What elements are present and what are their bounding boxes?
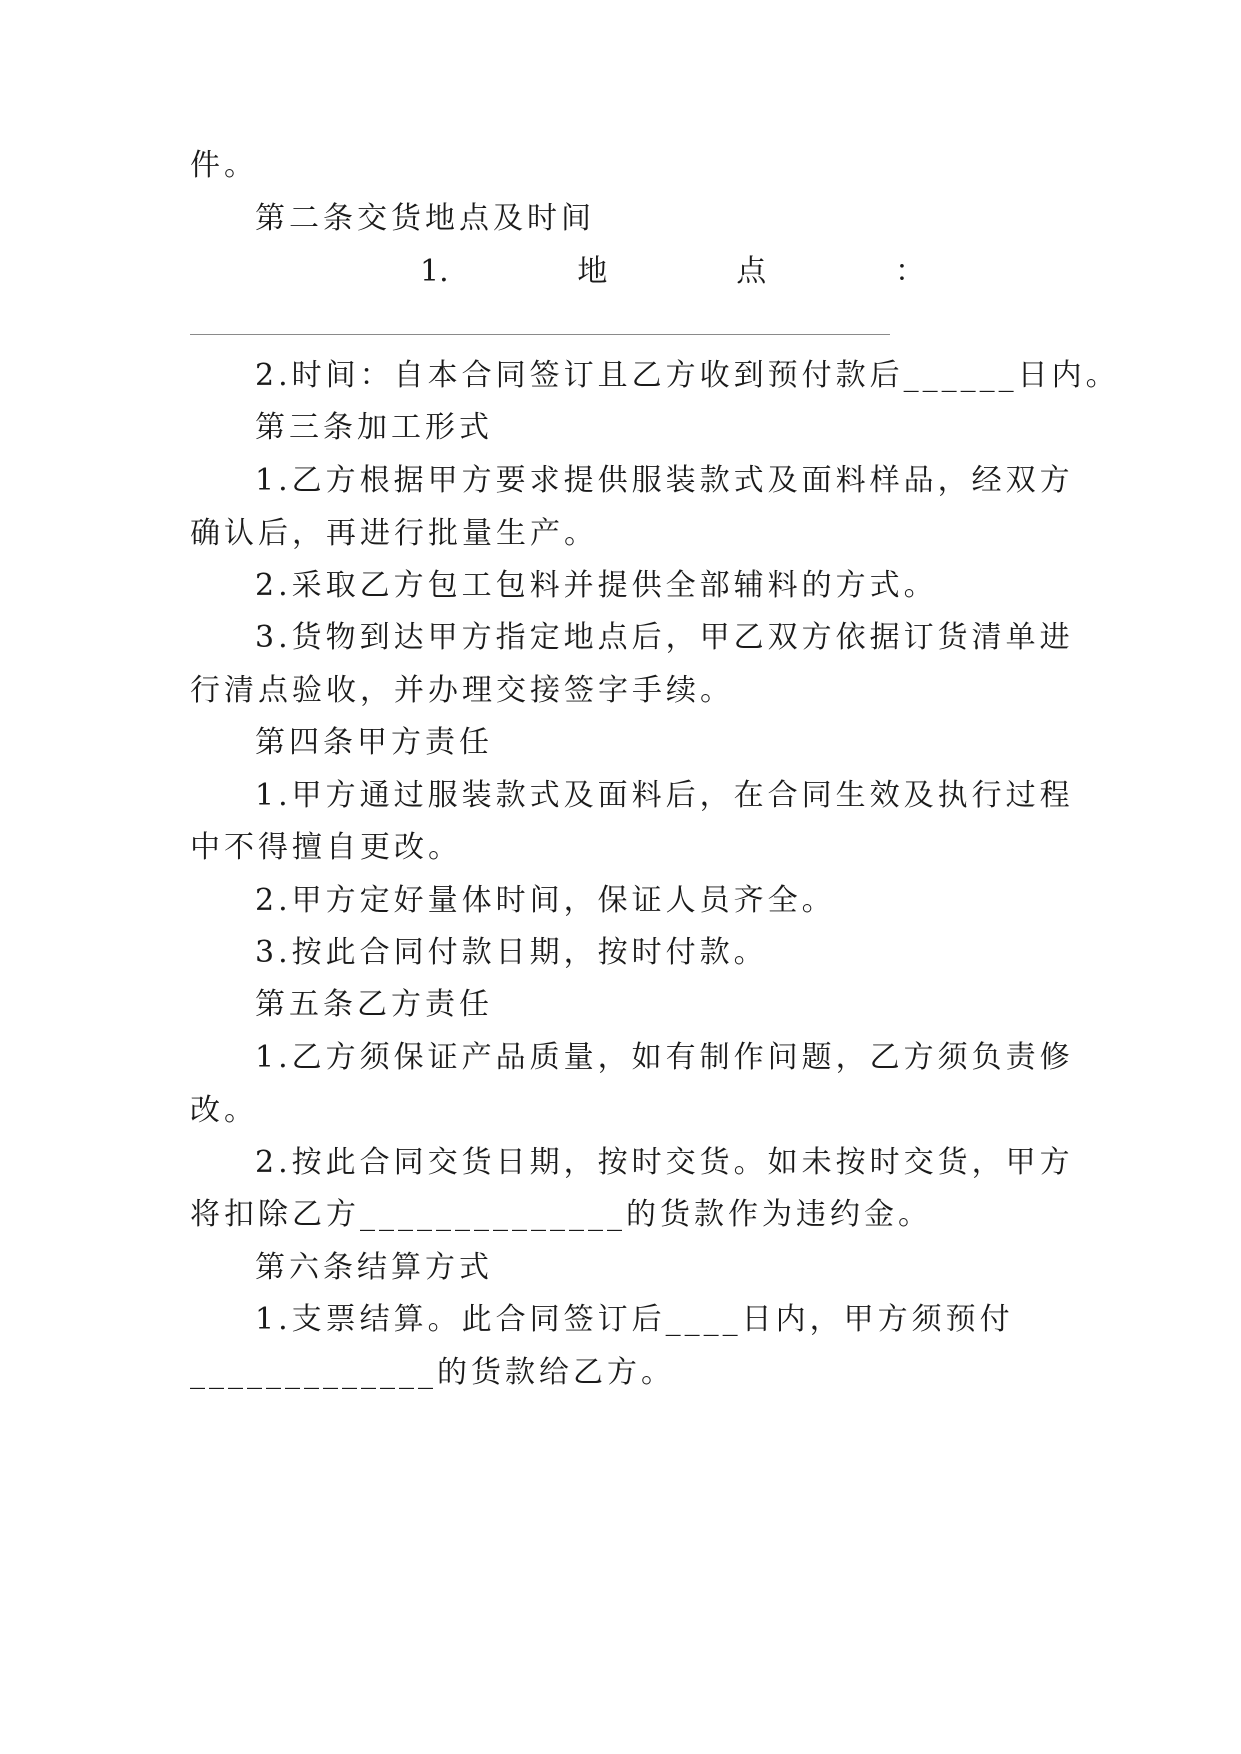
- article-4-heading: 第四条甲方责任: [255, 725, 493, 760]
- text-line: 件。: [190, 148, 258, 183]
- text-line: 1.乙方须保证产品质量，如有制作问题，乙方须负责修: [255, 1040, 1074, 1075]
- item-number: 1.: [420, 254, 449, 289]
- text-line: 2.甲方定好量体时间，保证人员齐全。: [255, 883, 836, 918]
- article-3-heading: 第三条加工形式: [255, 410, 493, 445]
- article-2-heading: 第二条交货地点及时间: [255, 201, 595, 236]
- text-line: 中不得擅自更改。: [190, 830, 462, 865]
- article-5-heading: 第五条乙方责任: [255, 987, 493, 1022]
- text-line: 2.采取乙方包工包料并提供全部辅料的方式。: [255, 568, 938, 603]
- location-blank-line: [190, 334, 890, 335]
- text-line: 改。: [190, 1093, 258, 1128]
- location-colon: ：: [894, 254, 925, 289]
- text-line: 确认后，再进行批量生产。: [190, 516, 598, 551]
- text-line: 2.时间：自本合同签订且乙方收到预付款后______日内。: [255, 358, 1120, 393]
- text-line: 3.货物到达甲方指定地点后，甲乙双方依据订货清单进: [255, 620, 1074, 655]
- text-line: 1.甲方通过服装款式及面料后，在合同生效及执行过程: [255, 778, 1074, 813]
- text-line: 3.按此合同付款日期，按时付款。: [255, 935, 768, 970]
- text-line: 2.按此合同交货日期，按时交货。如未按时交货，甲方: [255, 1145, 1074, 1180]
- text-line: 1.乙方根据甲方要求提供服装款式及面料样品，经双方: [255, 463, 1074, 498]
- text-line: 将扣除乙方______________的货款作为违约金。: [190, 1197, 932, 1232]
- location-label-char-1: 地: [577, 254, 608, 289]
- text-line: 行清点验收，并办理交接签字手续。: [190, 673, 734, 708]
- text-line: _____________的货款给乙方。: [190, 1355, 675, 1390]
- text-line: 1.支票结算。此合同签订后____日内，甲方须预付: [255, 1302, 1014, 1337]
- location-line: [420, 252, 925, 292]
- location-label-char-2: 点: [736, 254, 767, 289]
- article-6-heading: 第六条结算方式: [255, 1250, 493, 1285]
